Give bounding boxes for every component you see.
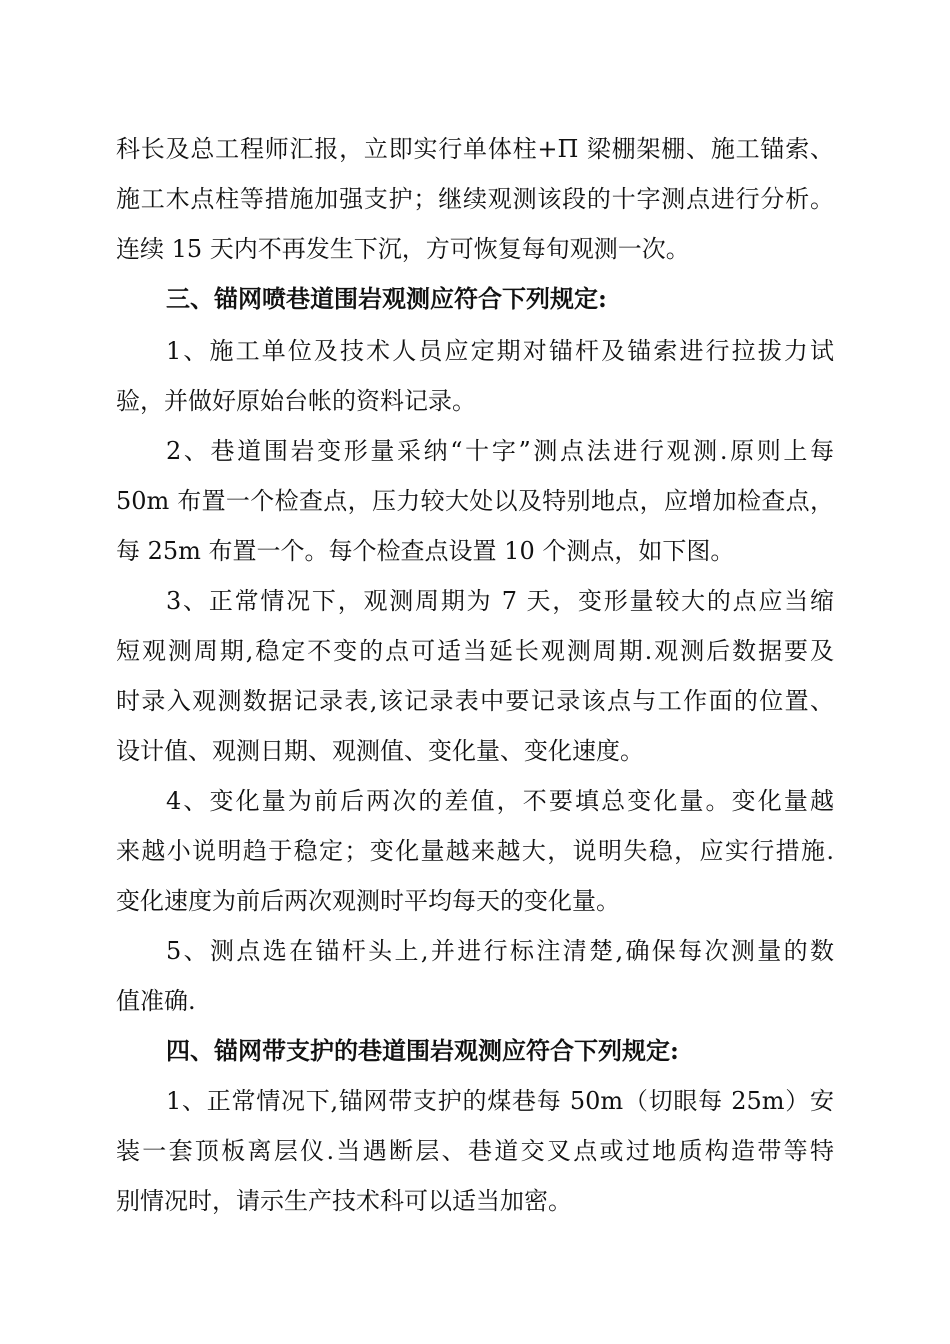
- body-text-line: 5、测点选在锚杆头上,并进行标注清楚,确保每次测量的数: [166, 937, 834, 965]
- body-text-line: 1、施工单位及技术人员应定期对锚杆及锚索进行拉拔力试: [166, 337, 834, 365]
- body-text-line: 时录入观测数据记录表,该记录表中要记录该点与工作面的位置、: [116, 687, 834, 715]
- body-text-line: 4、变化量为前后两次的差值，不要填总变化量。变化量越: [166, 787, 834, 815]
- body-text-line: 别情况时，请示生产技术科可以适当加密。: [116, 1187, 572, 1215]
- body-text-line: 变化速度为前后两次观测时平均每天的变化量。: [116, 887, 620, 915]
- section-heading: 四、锚网带支护的巷道围岩观测应符合下列规定:: [166, 1036, 679, 1065]
- body-text-line: 每 25m 布置一个。每个检查点设置 10 个测点，如下图。: [116, 537, 735, 565]
- body-text-line: 科长及总工程师汇报，立即实行单体柱+Π 梁棚架棚、施工锚索、: [116, 135, 834, 163]
- body-text-line: 1、正常情况下,锚网带支护的煤巷每 50m（切眼每 25m）安: [166, 1087, 834, 1115]
- body-text-line: 2、巷道围岩变形量采纳“十字”测点法进行观测.原则上每: [166, 437, 834, 465]
- body-text-line: 50m 布置一个检查点，压力较大处以及特别地点，应增加检查点，: [116, 487, 834, 515]
- body-text-line: 验，并做好原始台帐的资料记录。: [116, 387, 476, 415]
- body-text-line: 来越小说明趋于稳定；变化量越来越大，说明失稳，应实行措施.: [116, 837, 834, 865]
- body-text-line: 连续 15 天内不再发生下沉，方可恢复每旬观测一次。: [116, 235, 690, 263]
- body-text-line: 短观测周期,稳定不变的点可适当延长观测周期.观测后数据要及: [116, 637, 834, 665]
- body-text-line: 3、正常情况下，观测周期为 7 天，变形量较大的点应当缩: [166, 587, 834, 615]
- body-text-line: 值准确.: [116, 987, 196, 1015]
- body-text-line: 设计值、观测日期、观测值、变化量、变化速度。: [116, 737, 644, 765]
- body-text-line: 施工木点柱等措施加强支护；继续观测该段的十字测点进行分析。: [116, 185, 834, 213]
- body-text-line: 装一套顶板离层仪.当遇断层、巷道交叉点或过地质构造带等特: [116, 1137, 834, 1165]
- section-heading: 三、锚网喷巷道围岩观测应符合下列规定:: [166, 284, 607, 313]
